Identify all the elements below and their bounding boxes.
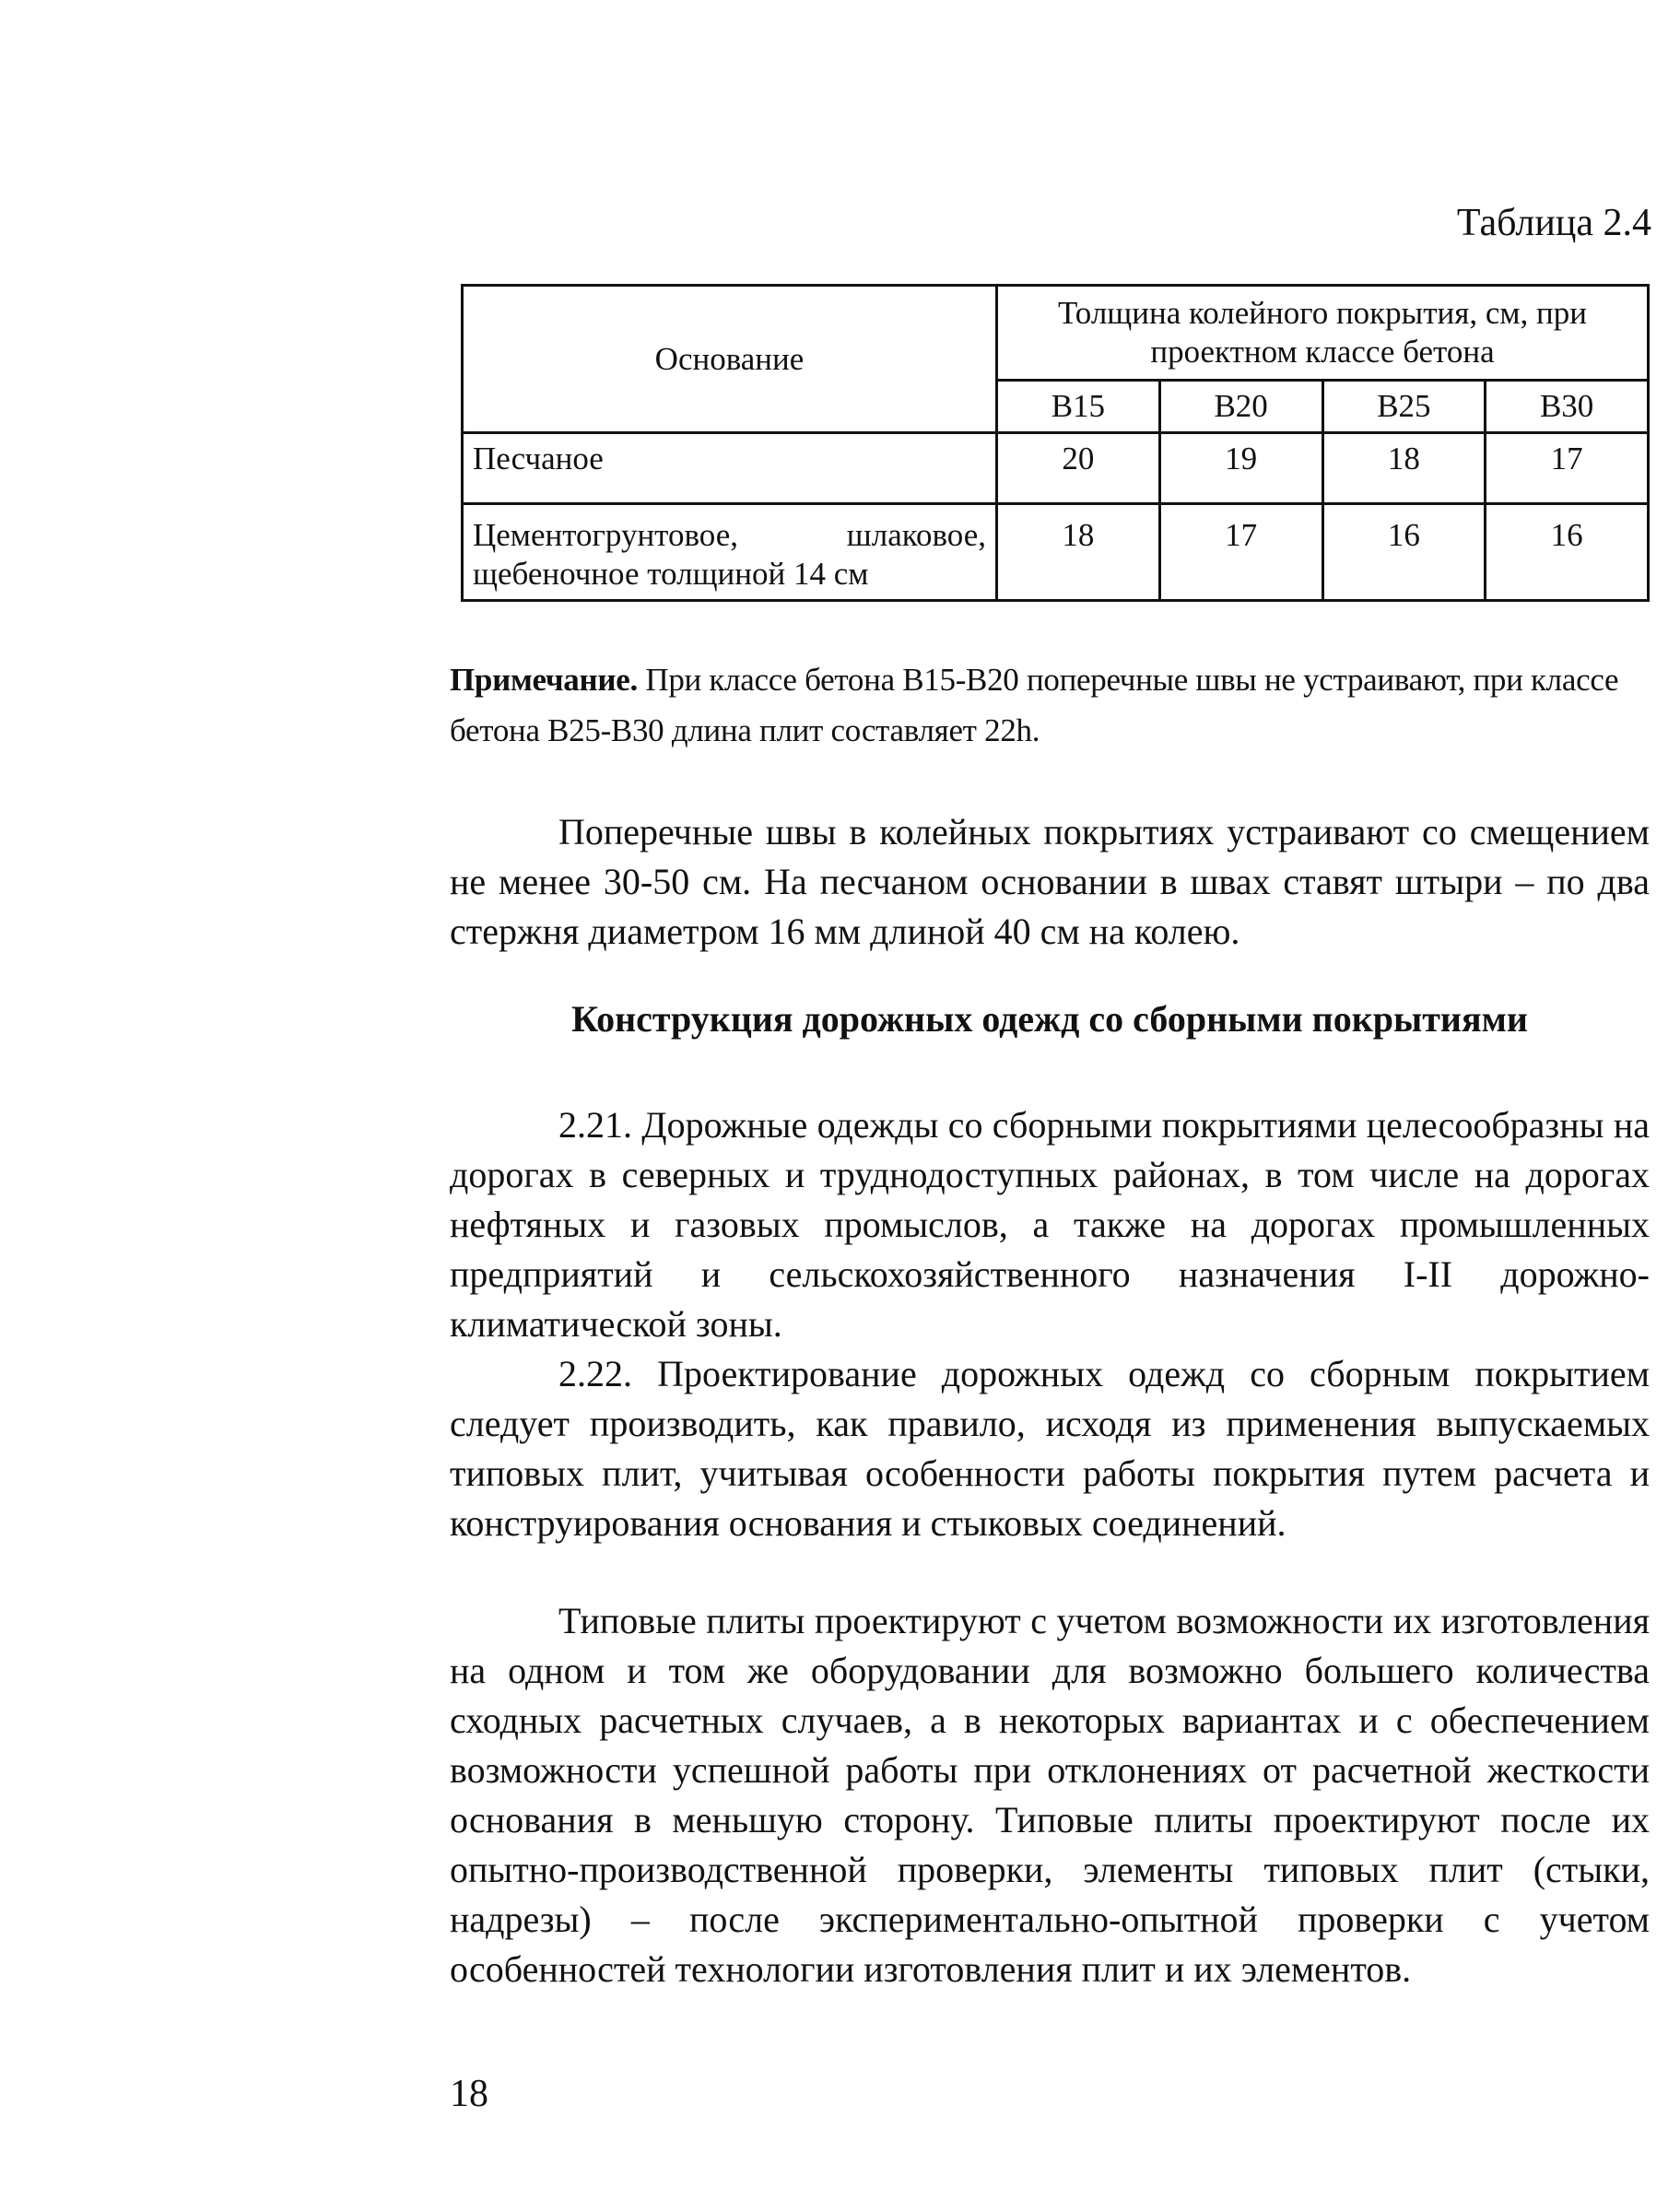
paragraph-2-22 [450,1349,1650,1548]
note-label: Примечание. [450,662,638,698]
row-value: 17 [1486,433,1649,504]
header-class-b30: В30 [1486,381,1649,433]
paragraph-2-22-text: 2.22. Проектирование дорожных одежд со сборным покрытием следует производить, как правило, исходя из применения выпускаемых типовых плит, учитывая особенности работы покрытия путем расчета и конструирования основания и стыковых соединений. [450,1353,1650,1544]
header-class-b20: В20 [1159,381,1322,433]
paragraph-typical-plates [450,1596,1650,1994]
header-class-b15: В15 [997,381,1160,433]
row-value: 18 [997,504,1160,601]
paragraph-2-21-text: 2.21. Дорожные одежды со сборными покрытиями целесообразны на дорогах в северных и труднодоступных районах, в том числе на дорогах нефтяных и газовых промыслов, а также на дорогах промышленных предприятий и сельскохозяйственного назначения I-II дорожно-климатической зоны. [450,1104,1650,1345]
paragraph-joints-text: Поперечные швы в колейных покрытиях устраивают со смещением не менее 30-50 см. На песчаном основании в швах ставят штыри – по два стержня диаметром 16 мм длиной 40 см на колею. [450,811,1650,952]
row-value: 16 [1322,504,1486,601]
paragraph-typical-plates-text: Типовые плиты проектируют с учетом возможности их изготовления на одном и том же оборудовании для возможно большего количества сходных расчетных случаев, а в некоторых вариантах и с обеспечением возможности успешной работы при отклонениях от расчетной жесткости основания в меньшую сторону. Типовые плиты проектируют после их опытно-производственной проверки, элементы типовых плит (стыки, надрезы) – после экспериментально-опытной проверки с учетом особенностей технологии изготовления плит и их элементов. [450,1600,1650,1990]
table-row [463,504,1649,601]
header-class-b25: В25 [1322,381,1486,433]
paragraph-2-21 [450,1100,1650,1349]
row-value: 18 [1322,433,1486,504]
table-note [450,654,1650,756]
note-text: При классе бетона В15-В20 поперечные швы не устраивают, при классе бетона В25-В30 длина плит составляет 22h. [450,662,1619,748]
page-number: 18 [450,2073,488,2115]
header-base: Основание [463,286,997,433]
table-label: Таблица 2.4 [1456,202,1651,244]
table-row [463,433,1649,504]
section-heading: Конструкция дорожных одежд со сборными покрытиями [571,998,1528,1040]
row-value: 20 [997,433,1160,504]
row-value: 19 [1159,433,1322,504]
data-table [461,284,1650,602]
row-value: 17 [1159,504,1322,601]
row-base-name: Цементогрунтовое, шлаковое, щебеночное толщиной 14 см [463,504,997,601]
row-base-name: Песчаное [463,433,997,504]
header-thickness: Толщина колейного покрытия, см, при проектном классе бетона [997,286,1649,381]
paragraph-joints [450,807,1650,957]
row-value: 16 [1486,504,1649,601]
